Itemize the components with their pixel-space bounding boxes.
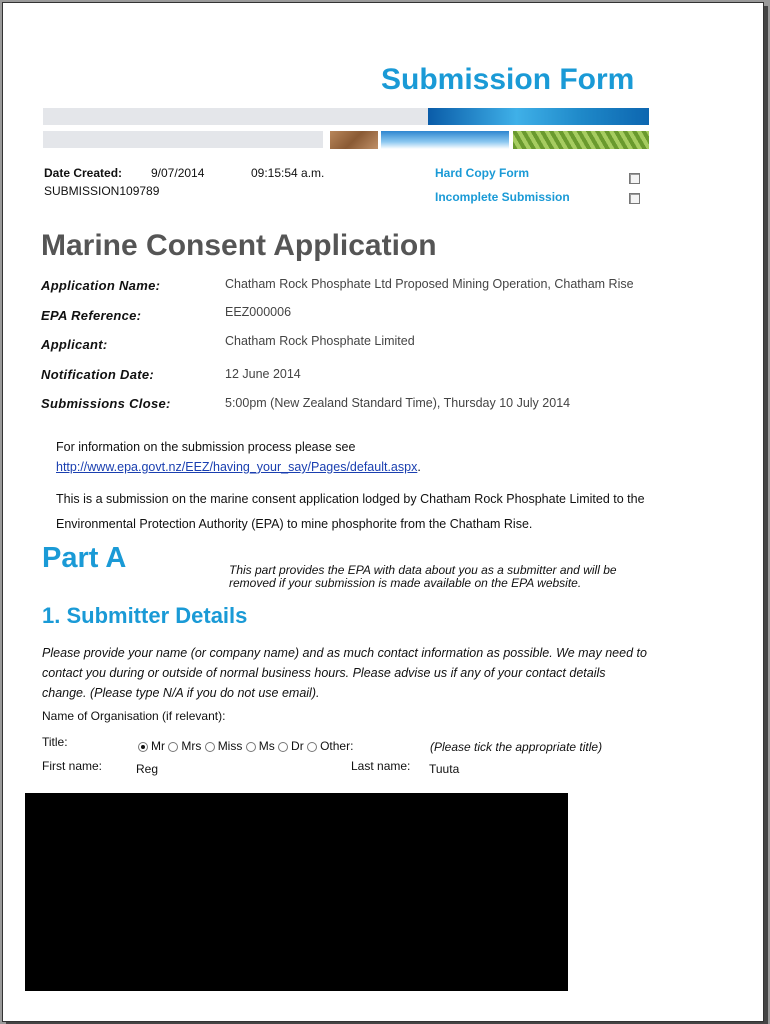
radio-dr[interactable] — [278, 742, 288, 752]
notification-date-label: Notification Date: — [41, 367, 155, 382]
epa-reference-value: EEZ000006 — [225, 305, 292, 319]
title-hint: (Please tick the appropriate title) — [430, 740, 603, 754]
title-option-mr[interactable]: Mr — [138, 739, 165, 753]
last-name-value[interactable]: Tuuta — [429, 762, 460, 776]
epa-submission-link[interactable]: http://www.epa.govt.nz/EEZ/having_your_say/Pages/default.aspx — [56, 460, 418, 474]
title-radio-group — [138, 739, 353, 753]
radio-mrs[interactable] — [168, 742, 178, 752]
statement-line-1: This is a submission on the marine consent application lodged by Chatham Rock Phosphate Limited to the — [56, 492, 645, 506]
submissions-close-value: 5:00pm (New Zealand Standard Time), Thursday 10 July 2014 — [225, 396, 571, 410]
incomplete-checkbox[interactable] — [629, 193, 640, 204]
incomplete-label: Incomplete Submission — [435, 190, 570, 204]
title-option-mrs[interactable]: Mrs — [168, 739, 201, 753]
submissions-close-label: Submissions Close: — [41, 396, 171, 411]
hard-copy-checkbox[interactable] — [629, 173, 640, 184]
header-banner — [43, 103, 649, 153]
organisation-label: Name of Organisation (if relevant): — [42, 709, 226, 723]
part-a-heading: Part A — [42, 542, 127, 574]
page-title: Submission Form — [381, 63, 635, 96]
radio-mr[interactable] — [138, 742, 148, 752]
info-link-line: http://www.epa.govt.nz/EEZ/having_your_say/Pages/default.aspx. — [56, 460, 421, 474]
radio-ms[interactable] — [246, 742, 256, 752]
statement-line-2: Environmental Protection Authority (EPA) to mine phosphorite from the Chatham Rise. — [56, 517, 533, 531]
first-name-value[interactable]: Reg — [136, 762, 159, 776]
title-option-miss[interactable]: Miss — [205, 739, 243, 753]
radio-other[interactable] — [307, 742, 317, 752]
radio-miss[interactable] — [205, 742, 215, 752]
notification-date-value: 12 June 2014 — [225, 367, 301, 381]
date-created-value: 9/07/2014 — [151, 166, 205, 180]
first-name-label: First name: — [42, 759, 103, 773]
part-a-note: This part provides the EPA with data about you as a submitter and will be removed if your submission is made available on the EPA website. — [229, 563, 617, 590]
title-label: Title: — [42, 735, 68, 749]
application-name-label: Application Name: — [41, 278, 161, 293]
date-created-label: Date Created: — [44, 166, 123, 180]
applicant-value: Chatham Rock Phosphate Limited — [225, 334, 415, 348]
applicant-label: Applicant: — [41, 337, 108, 352]
time-created-value: 09:15:54 a.m. — [251, 166, 325, 180]
redaction-block — [25, 793, 568, 991]
application-heading: Marine Consent Application — [41, 229, 437, 262]
document-page — [2, 2, 764, 1022]
last-name-label: Last name: — [351, 759, 411, 773]
hard-copy-label: Hard Copy Form — [435, 166, 530, 180]
submitter-instructions: Please provide your name (or company name) and as much contact information as possible. We may need to contact you during or outside of normal business hours. Please advise us if any of your contact details change. (Please type N/A if you do not use email). — [42, 646, 647, 700]
title-option-ms[interactable]: Ms — [246, 739, 275, 753]
title-option-dr[interactable]: Dr — [278, 739, 304, 753]
info-text: For information on the submission process please see — [56, 440, 356, 454]
submission-id: SUBMISSION109789 — [44, 184, 160, 198]
application-name-value: Chatham Rock Phosphate Ltd Proposed Mining Operation, Chatham Rise — [225, 277, 634, 291]
submitter-details-heading: 1. Submitter Details — [42, 603, 248, 628]
title-option-other[interactable]: Other: — [307, 739, 353, 753]
epa-reference-label: EPA Reference: — [41, 308, 142, 323]
